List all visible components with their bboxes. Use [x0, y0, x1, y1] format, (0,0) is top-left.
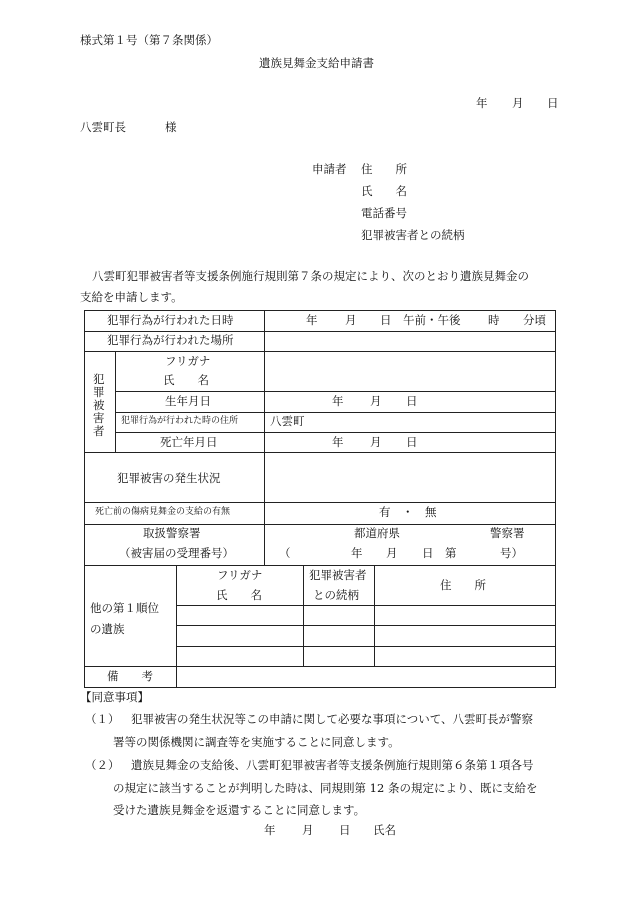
birth-day: 日: [406, 394, 418, 408]
consent-item1-line1: 犯罪被害の発生状況等この申請に関して必要な事項について、八雲町長が警察: [131, 712, 534, 726]
police-number-prefix: 第: [445, 546, 457, 560]
signature-year: 年: [264, 823, 276, 837]
crime-place-label: 犯罪行為が行われた場所: [107, 333, 234, 347]
consent-item2-line2: の規定に該当することが判明した時は、同規則第 12 条の規定により、既に支給を: [113, 781, 538, 795]
family-relation-header: 犯罪被害者: [309, 568, 367, 582]
date-year-label: 年: [476, 96, 488, 110]
applicant-phone-label: 電話番号: [361, 206, 407, 220]
injury-payment-value: 有 ・ 無: [379, 505, 437, 519]
crime-ampm: 午前・午後: [403, 313, 461, 327]
addressee: 八雲町長: [80, 120, 126, 134]
birth-year: 年: [332, 394, 344, 408]
death-year: 年: [332, 435, 344, 449]
family-relation-header-2: との続柄: [313, 588, 359, 602]
damage-status-label: 犯罪被害の発生状況: [117, 471, 221, 485]
addressee-honorific: 様: [165, 120, 177, 134]
consent-item2-line1: 遺族見舞金の支給後、八雲町犯罪被害者等支援条例施行規則第６条第１項各号: [131, 758, 534, 772]
form-title: 遺族見舞金支給申請書: [259, 56, 374, 70]
victim-furigana-label: フリガナ: [165, 354, 211, 368]
police-label: 取扱警察署: [143, 526, 201, 540]
family-address-header: 住 所: [440, 578, 486, 592]
address-at-crime-label: 犯罪行為が行われた時の住所: [121, 416, 239, 426]
police-open-paren: （: [279, 546, 291, 560]
family-furigana-header: フリガナ: [217, 568, 263, 582]
crime-hour: 時: [488, 313, 500, 327]
consent-heading: 【同意事項】: [80, 690, 149, 704]
police-prefecture: 都道府県: [354, 526, 400, 540]
family-name-header: 氏 名: [216, 588, 262, 602]
crime-day: 日: [380, 313, 392, 327]
consent-item1-line2: 署等の関係機関に調査等を実施することに同意します。: [113, 735, 400, 749]
police-close-paren: 号）: [500, 546, 523, 560]
birth-month: 月: [370, 394, 382, 408]
consent-item1-number: （１）: [85, 712, 120, 726]
consent-item2-number: （２）: [85, 758, 120, 772]
family-label: 他の第１順位: [90, 601, 159, 615]
crime-month: 月: [345, 313, 357, 327]
police-receipt-label: （被害届の受理番号）: [119, 546, 234, 560]
victim-birth-label: 生年月日: [165, 394, 211, 408]
crime-year: 年: [306, 313, 318, 327]
victim-name-label: 氏 名: [163, 373, 209, 387]
signature-name-label: 氏名: [373, 823, 396, 837]
form-number: 様式第１号（第７条関係）: [80, 33, 218, 47]
intro-line-1: 八雲町犯罪被害者等支援条例施行規則第７条の規定により、次のとおり遺族見舞金の: [92, 269, 529, 283]
crime-datetime-label: 犯罪行為が行われた日時: [107, 313, 234, 327]
consent-item2-line3: 受けた遺族見舞金を返還することに同意します。: [113, 803, 366, 817]
police-day: 日: [422, 546, 434, 560]
address-at-crime-value: 八雲町: [270, 414, 305, 428]
injury-payment-label: 死亡前の傷病見舞金の支給の有無: [95, 507, 231, 517]
police-year: 年: [351, 546, 363, 560]
date-day-label: 日: [547, 96, 559, 110]
signature-day: 日: [339, 823, 351, 837]
intro-line-2: 支給を申請します。: [80, 290, 183, 304]
death-day: 日: [406, 435, 418, 449]
signature-month: 月: [302, 823, 314, 837]
applicant-address-label: 住 所: [361, 162, 407, 176]
family-label-2: の遺族: [90, 622, 125, 636]
applicant-name-label: 氏 名: [361, 184, 407, 198]
police-station: 警察署: [490, 526, 525, 540]
remarks-label: 備 考: [107, 669, 153, 683]
death-date-label: 死亡年月日: [160, 435, 218, 449]
crime-minute: 分頃: [523, 313, 546, 327]
police-month: 月: [386, 546, 398, 560]
applicant-label: 申請者: [312, 162, 347, 176]
applicant-relation-label: 犯罪被害者との続柄: [361, 228, 465, 242]
death-month: 月: [370, 435, 382, 449]
date-month-label: 月: [512, 96, 524, 110]
